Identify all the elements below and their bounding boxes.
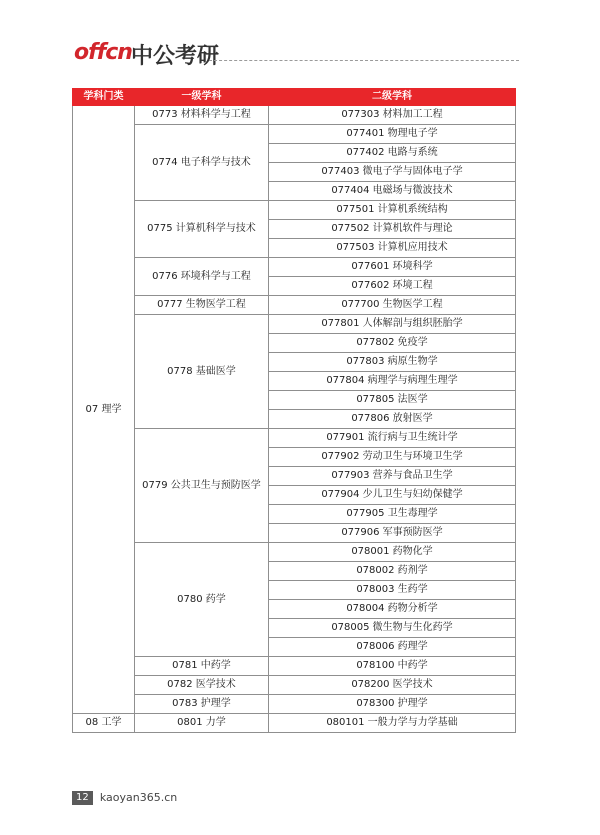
page-number: 12 — [72, 791, 93, 805]
second-level-discipline-cell: 078004 药物分析学 — [269, 600, 516, 619]
second-level-discipline-cell: 077700 生物医学工程 — [269, 296, 516, 315]
first-level-discipline-cell: 0782 医学技术 — [135, 676, 269, 695]
column-header-first-level: 一级学科 — [135, 89, 269, 106]
table-row — [73, 106, 516, 125]
table-row — [73, 543, 516, 562]
first-level-discipline-cell: 0780 药学 — [135, 543, 269, 657]
second-level-discipline-cell: 077902 劳动卫生与环境卫生学 — [269, 448, 516, 467]
second-level-discipline-cell: 077901 流行病与卫生统计学 — [269, 429, 516, 448]
second-level-discipline-cell: 077801 人体解剖与组织胚胎学 — [269, 315, 516, 334]
table-row — [73, 201, 516, 220]
brand-logo: offcn — [74, 40, 132, 65]
first-level-discipline-cell: 0774 电子科学与技术 — [135, 125, 269, 201]
table-header-row — [73, 89, 516, 106]
second-level-discipline-cell: 077806 放射医学 — [269, 410, 516, 429]
first-level-discipline-cell: 0775 计算机科学与技术 — [135, 201, 269, 258]
footer-site: kaoyan365.cn — [99, 791, 178, 804]
first-level-discipline-cell: 0783 护理学 — [135, 695, 269, 714]
second-level-discipline-cell: 080101 一般力学与力学基础 — [269, 714, 516, 733]
header-divider — [209, 60, 519, 61]
second-level-discipline-cell: 077502 计算机软件与理论 — [269, 220, 516, 239]
second-level-discipline-cell: 078100 中药学 — [269, 657, 516, 676]
page-footer — [72, 787, 177, 803]
second-level-discipline-cell: 078006 药理学 — [269, 638, 516, 657]
first-level-discipline-cell: 0801 力学 — [135, 714, 269, 733]
second-level-discipline-cell: 077804 病理学与病理生理学 — [269, 372, 516, 391]
first-level-discipline-cell: 0773 材料科学与工程 — [135, 106, 269, 125]
first-level-discipline-cell: 0777 生物医学工程 — [135, 296, 269, 315]
table-row — [73, 695, 516, 714]
second-level-discipline-cell: 077401 物理电子学 — [269, 125, 516, 144]
first-level-discipline-cell: 0781 中药学 — [135, 657, 269, 676]
column-header-category: 学科门类 — [73, 89, 135, 106]
category-cell: 08 工学 — [73, 714, 135, 733]
brand-name: 中公考研 — [131, 44, 220, 69]
second-level-discipline-cell: 077404 电磁场与微波技术 — [269, 182, 516, 201]
second-level-discipline-cell: 077601 环境科学 — [269, 258, 516, 277]
page-header — [0, 0, 600, 80]
second-level-discipline-cell: 077602 环境工程 — [269, 277, 516, 296]
column-header-second-level: 二级学科 — [269, 89, 516, 106]
second-level-discipline-cell: 077904 少儿卫生与妇幼保健学 — [269, 486, 516, 505]
table-row — [73, 258, 516, 277]
table-row — [73, 714, 516, 733]
first-level-discipline-cell: 0778 基础医学 — [135, 315, 269, 429]
table-body — [73, 106, 516, 733]
second-level-discipline-cell: 078300 护理学 — [269, 695, 516, 714]
discipline-table — [72, 88, 516, 733]
table-row — [73, 125, 516, 144]
second-level-discipline-cell: 077403 微电子学与固体电子学 — [269, 163, 516, 182]
second-level-discipline-cell: 077501 计算机系统结构 — [269, 201, 516, 220]
second-level-discipline-cell: 077803 病原生物学 — [269, 353, 516, 372]
second-level-discipline-cell: 077805 法医学 — [269, 391, 516, 410]
second-level-discipline-cell: 077903 营养与食品卫生学 — [269, 467, 516, 486]
category-cell: 07 理学 — [73, 106, 135, 714]
second-level-discipline-cell: 078200 医学技术 — [269, 676, 516, 695]
second-level-discipline-cell: 077906 军事预防医学 — [269, 524, 516, 543]
first-level-discipline-cell: 0779 公共卫生与预防医学 — [135, 429, 269, 543]
second-level-discipline-cell: 077402 电路与系统 — [269, 144, 516, 163]
table-row — [73, 315, 516, 334]
second-level-discipline-cell: 077303 材料加工工程 — [269, 106, 516, 125]
table-row — [73, 676, 516, 695]
table-row — [73, 429, 516, 448]
second-level-discipline-cell: 078002 药剂学 — [269, 562, 516, 581]
second-level-discipline-cell: 078003 生药学 — [269, 581, 516, 600]
table-row — [73, 657, 516, 676]
second-level-discipline-cell: 077802 免疫学 — [269, 334, 516, 353]
table-row — [73, 296, 516, 315]
first-level-discipline-cell: 0776 环境科学与工程 — [135, 258, 269, 296]
second-level-discipline-cell: 078001 药物化学 — [269, 543, 516, 562]
second-level-discipline-cell: 078005 微生物与生化药学 — [269, 619, 516, 638]
second-level-discipline-cell: 077503 计算机应用技术 — [269, 239, 516, 258]
discipline-table-wrapper — [72, 88, 515, 733]
second-level-discipline-cell: 077905 卫生毒理学 — [269, 505, 516, 524]
